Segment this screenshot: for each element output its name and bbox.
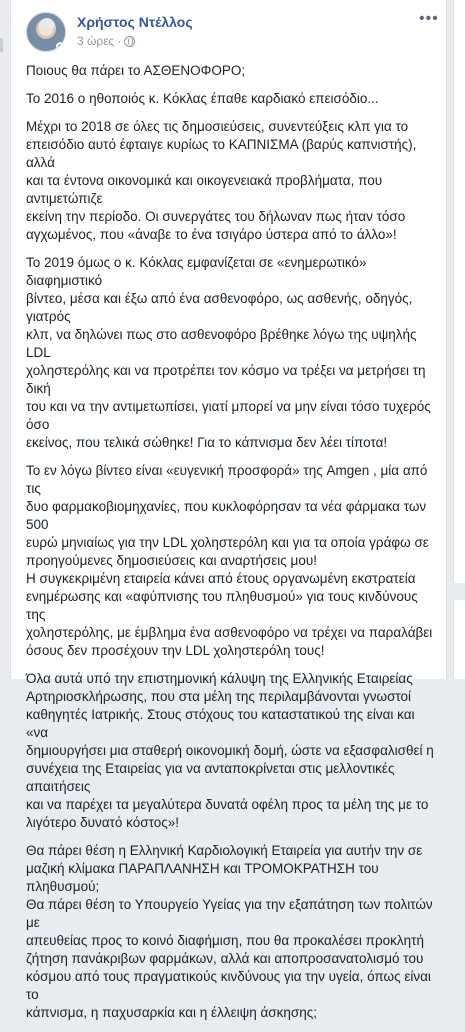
post-paragraph	[26, 62, 436, 80]
post-line: Το 2016 ο ηθοποιός κ. Κόκλας έπαθε καρδιακό επεισόδιο...	[26, 91, 379, 106]
meta-separator: ·	[117, 34, 122, 48]
left-feed-edge	[0, 0, 10, 679]
avatar-hair	[39, 18, 55, 28]
more-options-icon[interactable]: •••	[419, 10, 439, 27]
left-edge-mark	[0, 38, 3, 52]
right-panel-edge	[453, 0, 465, 583]
post-line: κάπνισμα, η παχυσαρκία και η έλλειψη άσκησης;	[26, 1005, 317, 1020]
post-paragraph	[26, 462, 436, 660]
online-status-icon	[56, 42, 65, 51]
post-line: καθηγητές Ιατρικής. Στους στόχους του καταστατικού της είναι και «να	[26, 707, 415, 740]
post-line: προηγούμενες δημοσιεύσεις και αναρτήσεις μου!	[26, 553, 317, 568]
post-body	[26, 62, 436, 1032]
post-line: Το εν λόγω βίντεο είναι «ευγενική προσφορά» της Amgen , μία από τις	[26, 463, 428, 496]
post-line: μαζική κλίμακα ΠΑΡΑΠΛΑΝΗΣΗ και ΤΡΟΜΟΚΡΑΤΗΣΗ του πληθυσμού;	[26, 861, 379, 894]
post-paragraph	[26, 842, 436, 1022]
post-line: Όλα αυτά υπό την επιστημονική κάλυψη της Ελληνικής Εταιρείας	[26, 671, 413, 686]
post-line: Θα πάρει θέση το Υπουργείο Υγείας για την εξαπάτηση των πολιτών με	[26, 897, 433, 930]
author-avatar[interactable]	[26, 12, 66, 52]
post-line: ευρώ μηνιαίως για την LDL χοληστερόλη και για τα οποία γράφω σε	[26, 535, 429, 550]
post-line: και να παρέχει τα μεγαλύτερα δυνατά οφέλη προς τα μέλη της με το	[26, 797, 429, 812]
post-line: εκείνος, που τελικά σώθηκε! Για το κάπνισμα δεν λέει τίποτα!	[26, 435, 388, 450]
post-line: αγχωμένος, που «άναβε το ένα τσιγάρο ύστερα από το άλλο»!	[26, 227, 397, 242]
post-line: επεισόδιο αυτό έφταιγε κυρίως το ΚΑΠΝΙΣΜΑ (βαρύς καπνιστής), αλλά	[26, 137, 417, 170]
post-header	[11, 0, 448, 56]
post-paragraph	[26, 254, 436, 452]
post-line: κλπ, να δηλώνει πως στο ασθενοφόρο βρέθηκε λόγω της υψηλής LDL	[26, 327, 417, 360]
post-line: βίντεο, μέσα και έξω από ένα ασθενοφόρο, ως ασθενής, οδηγός, γιατρός	[26, 291, 413, 324]
post-line: εκείνη την περίοδο. Οι συνεργάτες του δήλωναν πως ήταν τόσο	[26, 209, 406, 224]
post-line: όσους δεν προσέχουν την LDL χοληστερόλη τους!	[26, 643, 325, 658]
post-line: του και να την αντιμετωπίσει, γιατί μπορεί να μην είναι τόσο τυχερός όσο	[26, 399, 431, 432]
facebook-post	[10, 0, 447, 1020]
post-line: Η συγκεκριμένη εταιρεία κάνει από έτους οργανωμένη εκστρατεία	[26, 571, 416, 586]
post-line: δυο φαρμακοβιομηχανίες, που κυκλοφόρησαν τα νέα φάρμακα των 500	[26, 499, 427, 532]
author-name[interactable]: Χρήστος Ντέλλος	[77, 14, 193, 30]
post-line: κόσμου από τους πραγματικούς κινδύνους για την υγεία, όπως είναι το	[26, 969, 431, 1002]
right-feed-edge	[447, 0, 465, 679]
globe-icon[interactable]	[124, 36, 135, 47]
post-line: απευθείας προς το κοινό διαφήμιση, που θα προκαλέσει προκλητή	[26, 933, 425, 948]
post-line: Θα πάρει θέση η Ελληνική Καρδιολογική Εταιρεία για αυτήν την σε	[26, 843, 423, 858]
post-line: συνέχεια της Εταιρείας για να ανταποκρίνεται στις μελλοντικές απαιτήσεις	[26, 761, 395, 794]
post-paragraph	[26, 670, 436, 832]
post-paragraph	[26, 90, 436, 108]
post-line: Το 2019 όμως ο κ. Κόκλας εμφανίζεται σε «ενημερωτικό» διαφημιστικό	[26, 255, 367, 288]
post-line: χοληστερόλης και να προτρέπει τον κόσμο να τρέξει να μετρήσει τη δική	[26, 363, 426, 396]
right-panel-edge-lower	[453, 600, 465, 679]
post-line: χοληστερόλης, με έμβλημα ένα ασθενοφόρο να τρέχει να παραλάβει	[26, 625, 433, 640]
post-line: Μέχρι το 2018 σε όλες τις δημοσιεύσεις, συνεντεύξεις κλπ για το	[26, 119, 409, 134]
post-line: και τα έντονα οικονομικά και οικογενειακά προβλήματα, που αντιμετώπιζε	[26, 173, 383, 206]
post-line: Αρτηριοσκλήρωσης, που στα μέλη της περιλαμβάνονται γνωστοί	[26, 689, 412, 704]
post-line: δημιουργήσει μια σταθερή οικονομική δομή, ώστε να εξασφαλισθεί η	[26, 743, 434, 758]
post-line: Ποιους θα πάρει το ΑΣΘΕΝΟΦΟΡΟ;	[26, 63, 246, 78]
post-time[interactable]: 3 ώρες	[77, 34, 115, 48]
post-line: ενημέρωσης και «αφύπνισης του πληθυσμού» για τους κινδύνους της	[26, 589, 418, 622]
post-paragraph	[26, 118, 436, 244]
post-line: λιγότερο δυνατό κόστος»!	[26, 815, 179, 830]
post-meta	[77, 34, 135, 48]
post-line: ζήτηση πανάκριβων φαρμάκων, αλλά και αποπροσανατολισμό του	[26, 951, 424, 966]
